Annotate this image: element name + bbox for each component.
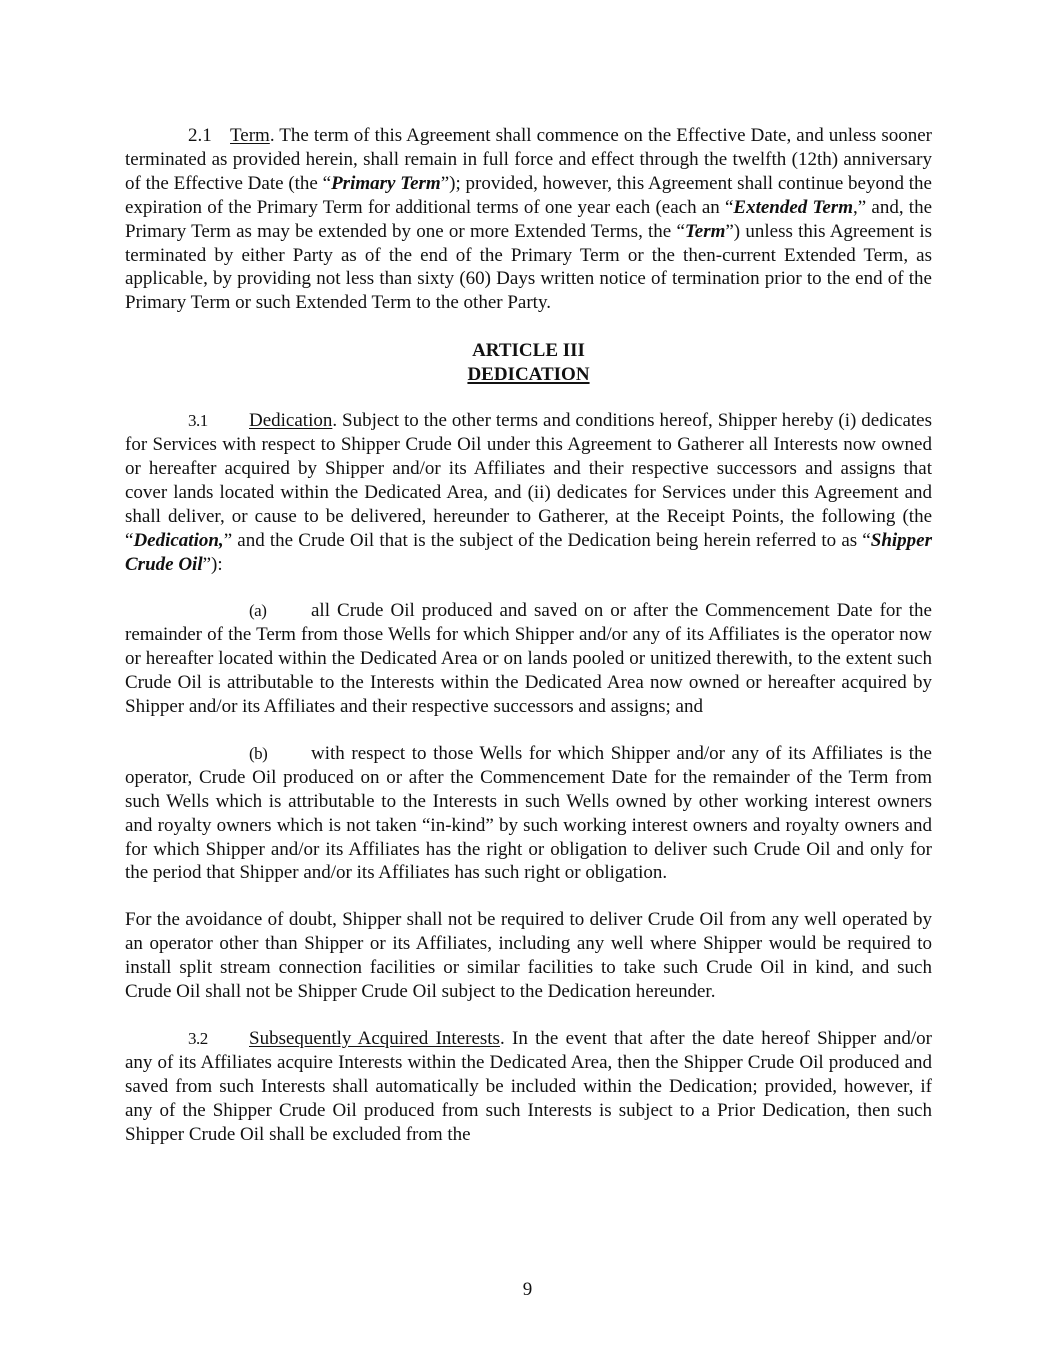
defined-term-primary-term: Primary Term (331, 172, 441, 194)
section-3-1-heading: Dedication (249, 410, 333, 432)
defined-term-extended-term: Extended Term (733, 196, 853, 218)
section-3-1-text-1: . Subject to the other terms and conditions hereof, Shipper hereby (i) dedicates for Services with respect to Shipper Crude Oil under this Agreement to Gatherer all Interests now owned or hereafter acquired by Shipper and/or its Affiliates and their respective successors and assigns that cover lands located within the Dedicated Area, and (ii) dedicates for Services under this Agreement and shall deliver, or cause to be delivered, hereunder to Gatherer, at the Receipt Points, the following (the “ (125, 410, 932, 551)
section-2-1-paragraph (125, 124, 932, 315)
item-b-text: with respect to those Wells for which Shipper and/or any of its Affiliates is the operator, Crude Oil produced on or after the Commencement Date for the remainder of the Term from such Wells which is attributable to the Interests in such Wells owned by other working interest owners and royalty owners which is not taken “in-kind” by such working interest owners and royalty owners and for which Shipper and/or its Affiliates has the right or obligation to deliver such Crude Oil and only for the period that Shipper and/or its Affiliates has such right or obligation. (125, 742, 932, 884)
article-title: ARTICLE III (472, 340, 585, 362)
section-2-1-number: 2.1 (188, 125, 212, 146)
defined-term-term: Term (684, 220, 726, 242)
section-3-1-text-3: ”): (202, 553, 223, 575)
avoidance-paragraph: For the avoidance of doubt, Shipper shall not be required to deliver Crude Oil from any well operated by an operator other than Shipper or its Affiliates, including any well where Shipper would be required to install split stream connection facilities or similar facilities to take such Crude Oil in kind, and such Crude Oil shall not be Shipper Crude Oil subject to the Dedication hereunder. (125, 909, 932, 1003)
item-b-paragraph (125, 742, 932, 885)
article-subtitle: DEDICATION (467, 364, 590, 386)
item-a-label: (a) (249, 601, 267, 621)
section-3-1-number: 3.1 (188, 411, 208, 431)
item-a-paragraph (125, 599, 932, 719)
section-3-1-paragraph (125, 409, 932, 576)
section-3-2-number: 3.2 (188, 1029, 208, 1048)
item-a-text: all Crude Oil produced and saved on or after the Commencement Date for the remainder of the Term from those Wells for which Shipper and/or any of its Affiliates is the operator now or hereafter located within the Dedicated Area or on lands pooled or unitized therewith, to the extent such Crude Oil is attributable to the Interests within the Dedicated Area now owned or hereafter acquired by Shipper and/or its Affiliates and their respective successors and assigns; and (125, 600, 932, 718)
document-page (125, 124, 932, 1147)
article-heading (125, 339, 932, 387)
section-2-1-text-1: . The term of this Agreement shall commence on the Effective Date, and unless sooner terminated as provided herein, shall remain in full force and effect through the twelfth (12th) anniversary of the Effective Date (the “ (125, 125, 932, 194)
section-3-2-paragraph (125, 1027, 932, 1147)
defined-term-shipper-crude-oil: Shipper Crude Oil (125, 529, 932, 575)
section-3-1-text-2: ” and the Crude Oil that is the subject of the Dedication being herein referred to as “ (223, 529, 871, 551)
section-2-1-text-4: ”) unless this Agreement is terminated by either Party as of the end of the Primary Term or the then-current Extended Term, as applicable, by providing not less than sixty (60) Days written notice of termination prior to the end of the Primary Term or such Extended Term to the other Party. (125, 220, 932, 314)
section-2-1-heading: Term (230, 125, 270, 146)
defined-term-dedication: Dedication, (133, 529, 224, 551)
section-3-2-heading: Subsequently Acquired Interests (249, 1028, 500, 1049)
section-3-2-text: . In the event that after the date hereof Shipper and/or any of its Affiliates acquire Interests within the Dedicated Area, then the Shipper Crude Oil produced and saved from such Interests shall automatically be included within the Dedication; provided, however, if any of the Shipper Crude Oil produced from such Interests is subject to a Prior Dedication, then such Shipper Crude Oil shall be excluded from the (125, 1028, 933, 1145)
page-number: 9 (522, 1279, 533, 1300)
section-2-1-text-3: ,” and, the Primary Term as may be extended by one or more Extended Terms, the “ (125, 196, 932, 242)
section-2-1-text-2: ”); provided, however, this Agreement shall continue beyond the expiration of the Primary Term for additional terms of one year each (each an “ (125, 172, 932, 218)
item-b-label: (b) (249, 743, 268, 763)
